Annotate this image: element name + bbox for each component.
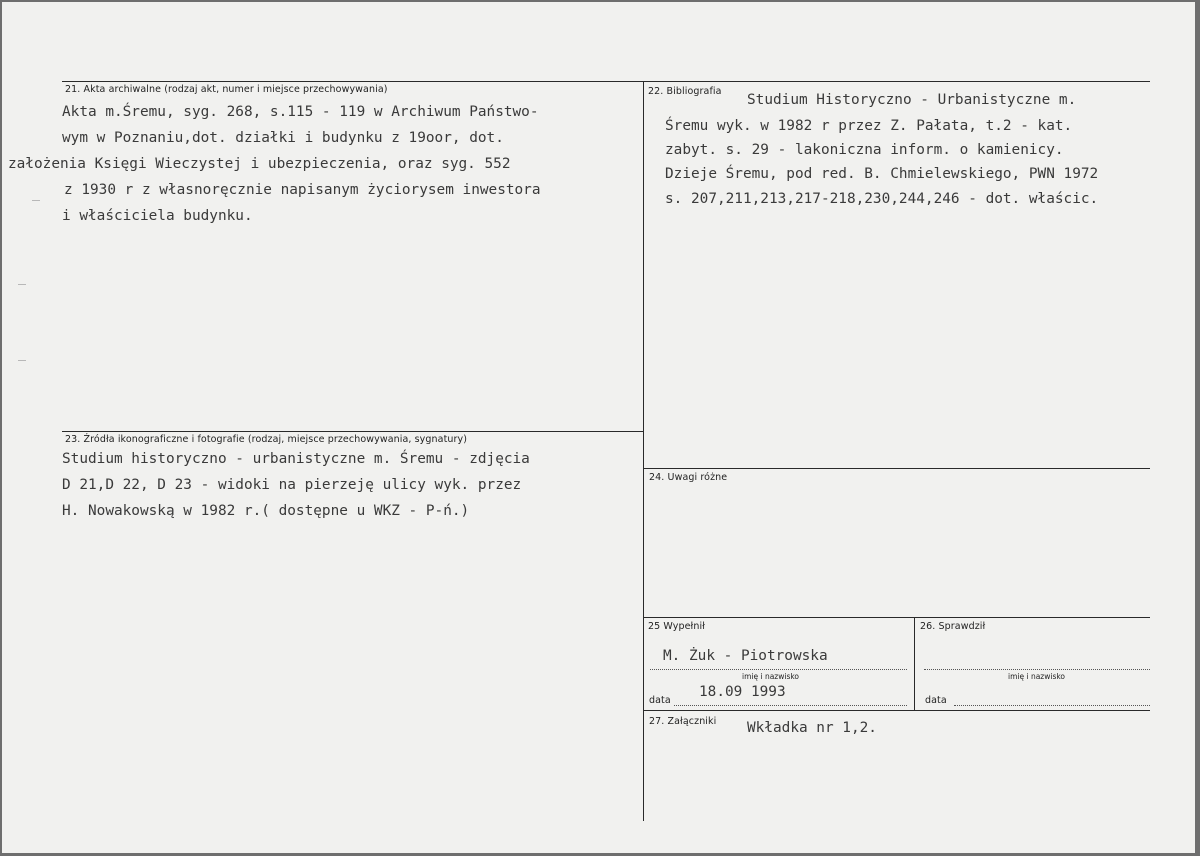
verifier-date-line [954,705,1150,706]
section-21-line: założenia Księgi Wieczystej i ubezpieczenia, oraz syg. 552 [8,156,511,172]
record-card [2,2,1195,853]
top-rule [62,81,1150,82]
section-23-label: 23. Źródła ikonograficzne i fotografie (rodzaj, miejsce przechowywania, sygnatury) [65,434,468,445]
section-22-line: Śremu wyk. w 1982 r przez Z. Pałata, t.2 - kat. [665,118,1073,134]
section-24-label: 24. Uwagi różne [649,472,728,483]
margin-mark [18,284,26,285]
section-23-line: H. Nowakowską w 1982 r.( dostępne u WKZ - P-ń.) [62,503,470,519]
date-label: data [649,695,671,706]
section-22-line: Studium Historyczno - Urbanistyczne m. [747,92,1077,108]
name-caption: imię i nazwisko [742,672,800,681]
rule-27 [643,710,1150,711]
verifier-name-caption: imię i nazwisko [1008,672,1066,681]
margin-mark [32,200,40,201]
date-line [674,705,907,706]
section-21-line: wym w Poznaniu,dot. działki i budynku z 19oor, dot. [62,130,504,146]
filled-by-name: M. Żuk - Piotrowska [663,648,828,664]
section-21-line: z 1930 r z własnoręcznie napisanym życiorysem inwestora [64,182,541,198]
section-22-line: s. 207,211,213,217-218,230,244,246 - dot. właścic. [665,191,1099,207]
section-27-label: 27. Załączniki [649,716,717,727]
filled-date: 18.09 1993 [699,684,786,700]
section-22-line: zabyt. s. 29 - lakoniczna inform. o kamienicy. [665,142,1064,158]
section-23-line: D 21,D 22, D 23 - widoki na pierzeję ulicy wyk. przez [62,477,522,493]
attachments-value: Wkładka nr 1,2. [747,720,877,736]
section-25-label: 25 Wypełnił [648,621,705,632]
section-21-line: i właściciela budynku. [62,208,253,224]
verifier-name-line [924,669,1150,670]
verifier-date-label: data [925,695,947,706]
name-line [650,669,907,670]
section-22-line: Dzieje Śremu, pod red. B. Chmielewskiego, PWN 1972 [665,166,1099,182]
section-21-label: 21. Akta archiwalne (rodzaj akt, numer i miejsce przechowywania) [65,84,388,95]
section-26-label: 26. Sprawdził [920,621,986,632]
section-22-label: 22. Bibliografia [648,86,722,97]
margin-mark [18,360,26,361]
rule-24 [643,468,1150,469]
rule-23 [62,431,644,432]
rule-25 [643,617,1150,618]
section-21-line: Akta m.Śremu, syg. 268, s.115 - 119 w Archiwum Państwo- [62,104,539,120]
divider-25-26 [914,617,915,710]
section-23-line: Studium historyczno - urbanistyczne m. Śremu - zdjęcia [62,451,530,467]
